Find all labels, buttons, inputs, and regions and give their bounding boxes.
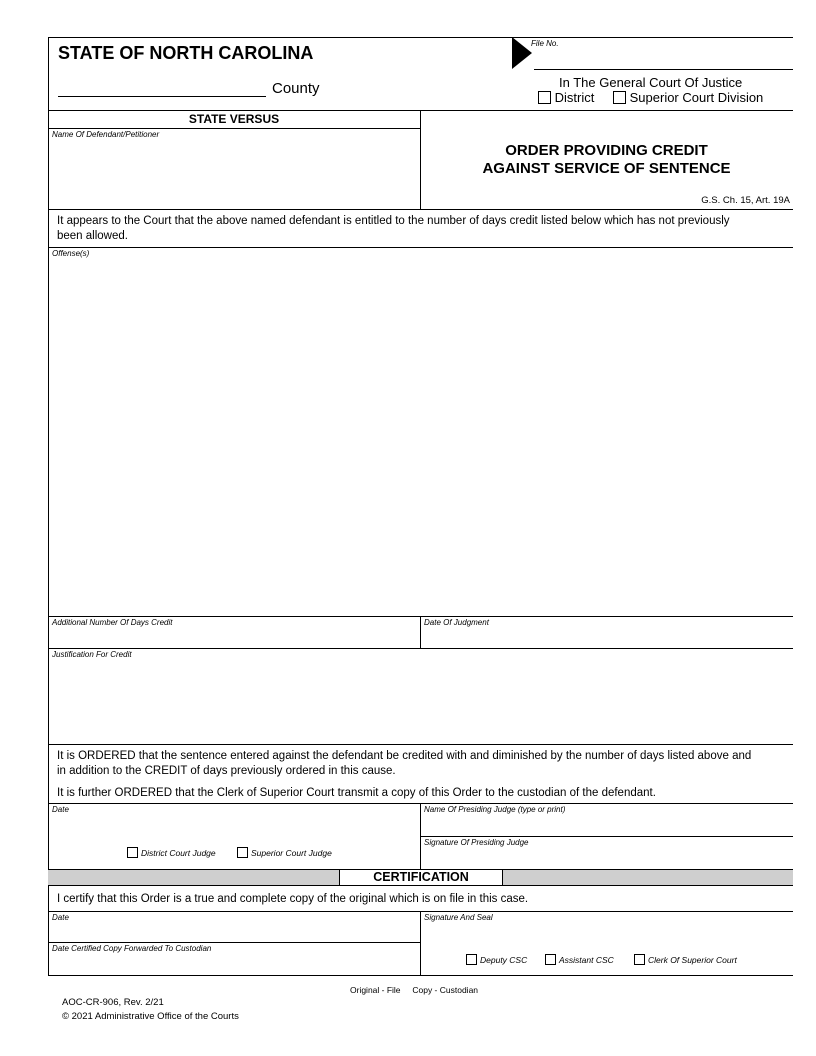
district-label: District (554, 90, 595, 105)
statute-reference: G.S. Ch. 15, Art. 19A (701, 195, 790, 206)
ordered-text-line2: in addition to the CREDIT of days previously ordered in this cause. (57, 765, 396, 777)
forwarded-label: Date Certified Copy Forwarded To Custodian (52, 944, 212, 953)
justification-top-line (48, 648, 793, 649)
clerk-superior-row (634, 954, 737, 965)
district-checkbox[interactable] (538, 91, 551, 104)
state-title: STATE OF NORTH CAROLINA (58, 43, 314, 63)
assistant-csc-checkbox[interactable] (545, 954, 556, 965)
signature-top-line (420, 836, 793, 837)
clerk-superior-label: Clerk Of Superior Court (648, 955, 737, 965)
offenses-field[interactable] (50, 260, 791, 614)
file-no-underline (534, 69, 793, 70)
form-number: AOC-CR-906, Rev. 2/21 (62, 997, 164, 1008)
copyright: © 2021 Administrative Office of the Courts (62, 1011, 239, 1022)
deputy-csc-label: Deputy CSC (480, 955, 528, 965)
superior-court-judge-checkbox[interactable] (237, 847, 248, 858)
file-no-label: File No. (531, 39, 559, 48)
defendant-name-field[interactable] (50, 140, 418, 207)
signature-seal-label: Signature And Seal (424, 913, 493, 922)
intro-top-line (48, 209, 793, 210)
certification-heading: CERTIFICATION (373, 870, 469, 884)
distribution-text: Original - File Copy - Custodian (350, 985, 479, 995)
offenses-label: Offense(s) (52, 249, 90, 258)
ordered-top-line (48, 744, 793, 745)
date-of-judgment-field[interactable] (422, 628, 791, 647)
justification-field[interactable] (50, 660, 791, 742)
signature-presiding-field[interactable] (422, 848, 791, 868)
signature-seal-field[interactable] (422, 923, 791, 941)
court-title: In The General Court Of Justice (559, 75, 743, 90)
district-court-judge-label: District Court Judge (141, 848, 216, 858)
district-court-judge-row (127, 847, 216, 858)
cert-divider (420, 911, 421, 975)
superior-court-judge-row (237, 847, 332, 858)
intro-text-line2: been allowed. (57, 230, 128, 242)
state-versus-heading: STATE VERSUS (188, 112, 280, 126)
signature-presiding-label: Signature Of Presiding Judge (424, 838, 529, 847)
cert-date-label: Date (52, 913, 69, 922)
form-bottom-line (48, 975, 793, 976)
offenses-top-line (48, 247, 793, 248)
assistant-csc-row (545, 954, 614, 965)
deputy-csc-row (466, 954, 527, 965)
additional-days-field[interactable] (50, 628, 418, 647)
clerk-superior-checkbox[interactable] (634, 954, 645, 965)
intro-text-line1: It appears to the Court that the above named defendant is entitled to the number of days credit listed below which has not previously (57, 215, 730, 227)
further-ordered-text: It is further ORDERED that the Clerk of Superior Court transmit a copy of this Order to the custodian of the defendant. (57, 787, 656, 799)
additional-days-label: Additional Number Of Days Credit (52, 618, 173, 627)
ordered-text-line1: It is ORDERED that the sentence entered against the defendant be credited with and diminished by the number of days listed above and (57, 750, 752, 762)
deputy-csc-checkbox[interactable] (466, 954, 477, 965)
state-versus-underline (48, 128, 420, 129)
presiding-name-label: Name Of Presiding Judge (type or print) (424, 805, 566, 814)
superior-court-checkbox[interactable] (613, 91, 626, 104)
days-divider (420, 616, 421, 648)
forwarded-date-field[interactable] (50, 954, 418, 973)
file-no-field[interactable] (534, 38, 792, 68)
county-field[interactable] (58, 96, 266, 97)
district-checkbox-row (538, 90, 594, 105)
left-border (48, 37, 49, 975)
defendant-label: Name Of Defendant/Petitioner (52, 130, 160, 139)
date-of-judgment-label: Date Of Judgment (424, 618, 489, 627)
cert-row2-top-line (48, 942, 420, 943)
assistant-csc-label: Assistant CSC (559, 955, 614, 965)
superior-court-judge-label: Superior Court Judge (251, 848, 332, 858)
district-court-judge-checkbox[interactable] (127, 847, 138, 858)
superior-checkbox-row (613, 90, 763, 105)
judge-date-label: Date (52, 805, 69, 814)
cert-date-field[interactable] (50, 923, 418, 941)
justification-label: Justification For Credit (52, 650, 132, 659)
county-label: County (272, 80, 320, 97)
form-title-line2: AGAINST SERVICE OF SENTENCE (482, 160, 731, 177)
presiding-name-field[interactable] (422, 815, 791, 834)
form-title-line1: ORDER PROVIDING CREDIT (505, 142, 708, 159)
judge-date-field[interactable] (50, 815, 418, 867)
certification-statement: I certify that this Order is a true and complete copy of the original which is on file in this case. (57, 893, 529, 905)
superior-label: Superior Court Division (629, 90, 764, 105)
